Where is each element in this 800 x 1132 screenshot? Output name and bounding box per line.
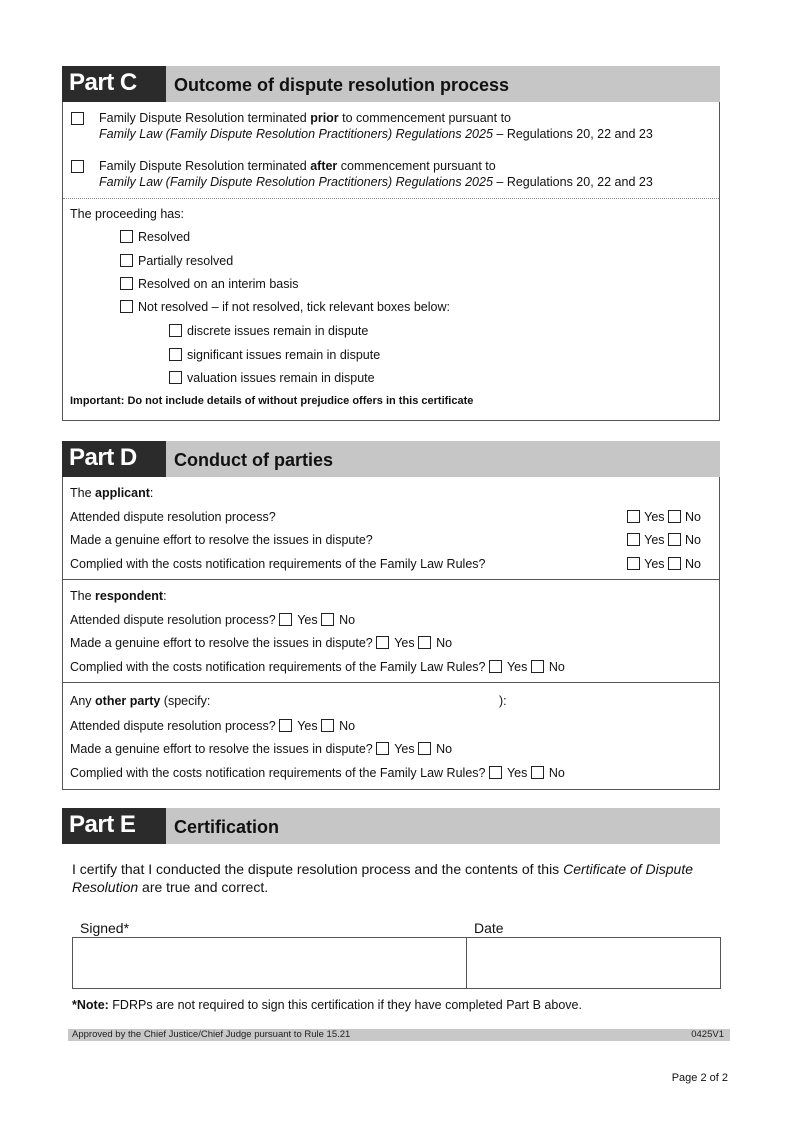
part-d	[62, 441, 720, 790]
yes-checkbox[interactable]	[279, 613, 292, 626]
yes-checkbox[interactable]	[489, 766, 502, 779]
outcome-label: Resolved on an interim basis	[138, 277, 299, 291]
termination-prior-checkbox[interactable]	[71, 112, 84, 125]
no-checkbox[interactable]	[321, 719, 334, 732]
yes-label: Yes	[644, 533, 665, 547]
yes-checkbox[interactable]	[627, 557, 640, 570]
no-checkbox[interactable]	[531, 660, 544, 673]
outcome-label: Not resolved – if not resolved, tick relevant boxes below:	[138, 300, 450, 314]
yes-checkbox[interactable]	[627, 533, 640, 546]
no-label: No	[339, 613, 356, 627]
not-resolved-checkbox[interactable]	[120, 300, 133, 313]
yes-checkbox[interactable]	[376, 742, 389, 755]
part-c-title: Outcome of dispute resolution process	[174, 75, 510, 95]
yes-label: Yes	[297, 719, 318, 733]
yes-label: Yes	[506, 766, 528, 780]
applicant-costs-question: Complied with the costs notification requirements of the Family Law Rules?	[70, 557, 486, 571]
respondent-costs-row	[70, 660, 565, 674]
yes-checkbox[interactable]	[279, 719, 292, 732]
signature-box	[72, 937, 721, 989]
outcome-resolved[interactable]	[120, 230, 190, 244]
sub-outcome-label: significant issues remain in dispute	[187, 348, 381, 362]
respondent-heading	[70, 589, 167, 603]
option-text: to commencement pursuant to	[338, 111, 511, 125]
other-party-specify-close: ):	[499, 694, 507, 708]
applicant-attended-yes-no	[627, 510, 701, 524]
no-label: No	[685, 533, 701, 547]
heading-bold: other party	[95, 694, 161, 708]
page-number: Page 2 of 2	[671, 1072, 728, 1084]
part-c	[62, 66, 720, 421]
approval-text: Approved by the Chief Justice/Chief Judge pursuant to Rule 15.21	[72, 1029, 351, 1040]
heading-text: The	[70, 589, 96, 603]
fdrp-note	[72, 998, 582, 1012]
date-field[interactable]	[467, 938, 720, 988]
heading-text: The	[70, 486, 96, 500]
no-checkbox[interactable]	[321, 613, 334, 626]
no-checkbox[interactable]	[668, 510, 681, 523]
partially-resolved-checkbox[interactable]	[120, 254, 133, 267]
no-checkbox[interactable]	[418, 636, 431, 649]
question-text: Complied with the costs notification requirements of the Family Law Rules?	[70, 766, 486, 780]
yes-checkbox[interactable]	[376, 636, 389, 649]
important-note: Important: Do not include details of without prejudice offers in this certificate	[70, 395, 474, 407]
option-text: commencement pursuant to	[337, 159, 496, 173]
heading-text: Any	[70, 694, 96, 708]
no-checkbox[interactable]	[668, 557, 681, 570]
option-bold: prior	[310, 111, 339, 125]
sub-outcome-label: valuation issues remain in dispute	[187, 371, 375, 385]
yes-label: Yes	[506, 660, 528, 674]
outcome-interim[interactable]	[120, 277, 299, 291]
note-text: FDRPs are not required to sign this certification if they have completed Part B above.	[108, 998, 582, 1012]
part-d-title: Conduct of parties	[174, 450, 334, 470]
part-e-label: Part E	[62, 808, 166, 844]
note-label: *Note:	[72, 998, 109, 1012]
signed-label: Signed*	[80, 920, 130, 936]
signature-field[interactable]	[73, 938, 467, 988]
applicant-costs-yes-no	[627, 557, 701, 571]
part-e	[62, 808, 720, 844]
resolved-checkbox[interactable]	[120, 230, 133, 243]
question-text: Attended dispute resolution process?	[70, 613, 276, 627]
regulation-name: Family Law (Family Dispute Resolution Practitioners) Regulations 2025	[99, 174, 493, 189]
significant-issues-checkbox[interactable]	[169, 348, 182, 361]
other-costs-row	[70, 766, 565, 780]
yes-label: Yes	[394, 636, 415, 650]
heading-bold: respondent	[95, 589, 164, 603]
no-label: No	[436, 742, 453, 756]
termination-after-option[interactable]	[63, 159, 653, 190]
yes-checkbox[interactable]	[489, 660, 502, 673]
yes-label: Yes	[644, 510, 665, 524]
applicant-effort-yes-no	[627, 533, 701, 547]
no-checkbox[interactable]	[531, 766, 544, 779]
applicant-section	[63, 477, 719, 580]
question-text: Complied with the costs notification requirements of the Family Law Rules?	[70, 660, 486, 674]
yes-label: Yes	[394, 742, 415, 756]
outcome-not-resolved[interactable]	[120, 300, 450, 314]
part-c-label: Part C	[62, 66, 166, 102]
applicant-heading	[70, 486, 153, 500]
applicant-attended-question: Attended dispute resolution process?	[70, 510, 276, 524]
option-text: Family Dispute Resolution terminated	[99, 159, 311, 173]
respondent-section	[63, 580, 719, 683]
question-text: Attended dispute resolution process?	[70, 719, 276, 733]
termination-after-checkbox[interactable]	[71, 160, 84, 173]
part-e-header	[62, 808, 720, 844]
respondent-attended-row	[70, 613, 355, 627]
part-c-box	[62, 102, 720, 421]
termination-prior-option[interactable]	[63, 111, 653, 142]
form-code: 0425V1	[691, 1029, 724, 1040]
date-label: Date	[474, 920, 504, 936]
other-party-heading	[70, 694, 210, 708]
sub-outcome-label: discrete issues remain in dispute	[187, 324, 369, 338]
no-label: No	[685, 510, 701, 524]
no-label: No	[548, 660, 565, 674]
no-label: No	[685, 557, 701, 571]
outcome-label: Partially resolved	[138, 254, 234, 268]
other-attended-row	[70, 719, 355, 733]
sub-outcome-significant[interactable]	[169, 348, 380, 362]
sub-outcome-valuation[interactable]	[169, 371, 375, 385]
part-d-box	[62, 477, 720, 790]
cert-italic: Certificate of Dispute Resolution	[72, 861, 694, 895]
section-divider	[63, 198, 719, 199]
outcome-label: Resolved	[138, 230, 191, 244]
regulation-name: Family Law (Family Dispute Resolution Practitioners) Regulations 2025	[99, 126, 493, 141]
certification-statement	[72, 860, 712, 896]
valuation-issues-checkbox[interactable]	[169, 371, 182, 384]
cert-text: I certify that I conducted the dispute resolution process and the contents of this	[72, 861, 564, 877]
heading-text: :	[149, 486, 154, 500]
part-c-header	[62, 66, 720, 102]
yes-label: Yes	[297, 613, 318, 627]
proceeding-label: The proceeding has:	[70, 207, 184, 221]
question-text: Made a genuine effort to resolve the issues in dispute?	[70, 636, 373, 650]
other-effort-row	[70, 742, 452, 756]
no-label: No	[436, 636, 453, 650]
heading-text: (specify:	[160, 694, 211, 708]
heading-bold: applicant	[95, 486, 150, 500]
interim-checkbox[interactable]	[120, 277, 133, 290]
cert-text: are true and correct.	[138, 879, 269, 895]
part-e-title: Certification	[174, 817, 280, 837]
no-label: No	[548, 766, 565, 780]
regulation-numbers: – Regulations 20, 22 and 23	[492, 174, 653, 189]
yes-label: Yes	[644, 557, 665, 571]
footer-bar	[68, 1029, 730, 1041]
option-text: Family Dispute Resolution terminated	[99, 111, 311, 125]
heading-text: :	[163, 589, 167, 603]
respondent-effort-row	[70, 636, 452, 650]
yes-checkbox[interactable]	[627, 510, 640, 523]
other-party-section	[63, 683, 719, 789]
part-d-header	[62, 441, 720, 477]
question-text: Made a genuine effort to resolve the issues in dispute?	[70, 742, 373, 756]
discrete-issues-checkbox[interactable]	[169, 324, 182, 337]
option-bold: after	[310, 159, 338, 173]
regulation-numbers: – Regulations 20, 22 and 23	[492, 126, 653, 141]
sub-outcome-discrete[interactable]	[169, 324, 368, 338]
no-checkbox[interactable]	[418, 742, 431, 755]
applicant-effort-question: Made a genuine effort to resolve the issues in dispute?	[70, 533, 373, 547]
outcome-partially-resolved[interactable]	[120, 254, 233, 268]
part-d-label: Part D	[62, 441, 166, 477]
no-checkbox[interactable]	[668, 533, 681, 546]
no-label: No	[339, 719, 356, 733]
